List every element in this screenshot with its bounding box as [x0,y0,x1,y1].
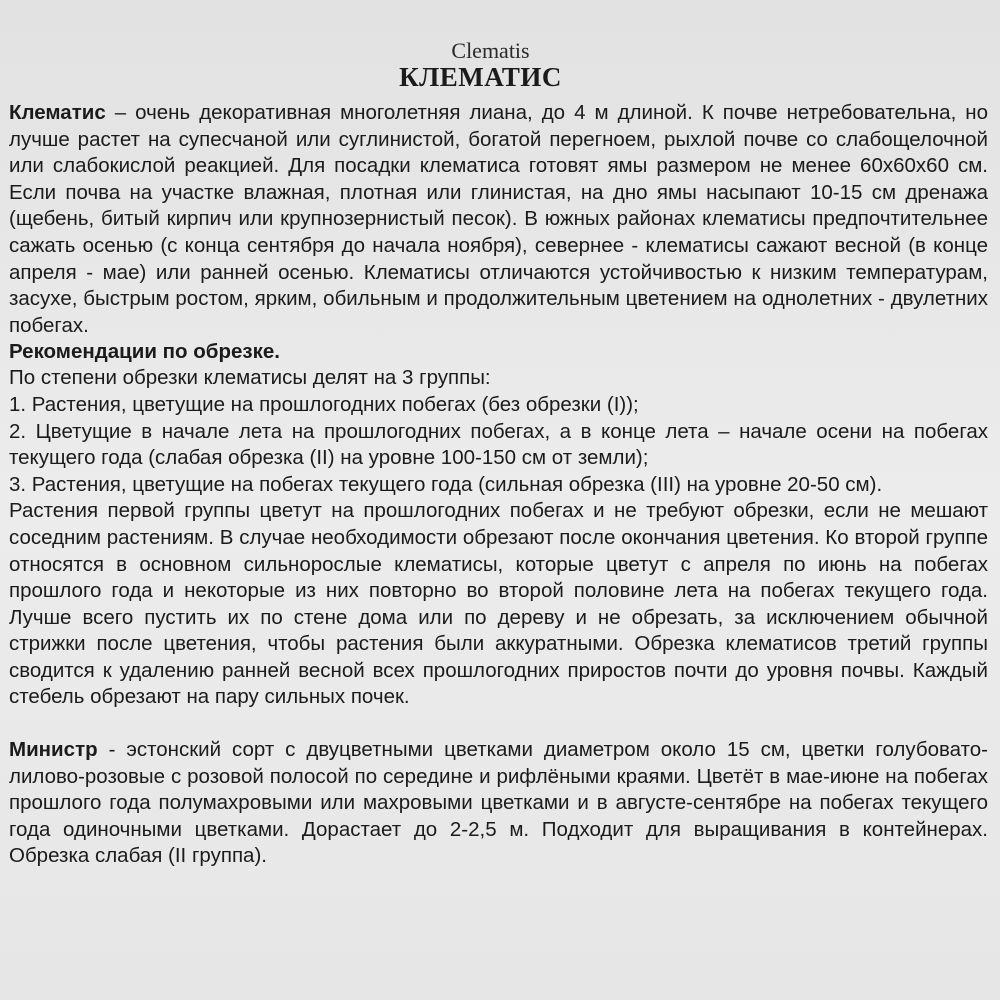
title-latin: Clematis [451,38,530,63]
pruning-group-2: 2. Цветущие в начале лета на прошлогодних побегах, а в конце лета – начале осени на побегах текущего года (слабая обрезка (II) на уровне 100-150 см от земли); [9,419,988,470]
pruning-paragraph: Растения первой группы цветут на прошлогодних побегах и не требуют обрезки, если не мешают соседним растениям. В случае необходимости обрезают после окончания цветения. Ко второй группе относятся в основном сильнорослые клематисы, которые цветут с апреля по июнь на побегах прошлого года и некоторые из них повторно во второй половине лета на побегах текущего года. Лучше всего пустить их по стене дома или по дереву и не обрезать, за исключением обычной стрижки после цветения, чтобы растения были аккуратными. Обрезка клематисов третий группы сводится к удалению ранней весной всех прошлогодних приростов почти до уровня почвы. Каждый стебель обрезают на пару сильных почек. [9,499,988,709]
variety-text: - эстонский сорт с двуцветными цветками диаметром около 15 см, цветки голубовато-лилово-розовые с розовой полосой по середине и рифлёными краями. Цветёт в мае-июне на побегах прошлого года полумахровыми или махровыми цветками и в августе-сентябре на побегах текущего года одиночными цветками. Дорастает до 2-2,5 м. Подходит для выращивания в контейнерах. Обрезка слабая (II группа). [9,738,988,868]
variety-name: Министр [9,738,98,762]
pruning-group-3: 3. Растения, цветущие на побегах текущего года (сильная обрезка (III) на уровне 20-50 см). [9,472,883,496]
intro-text: – очень декоративная многолетняя лиана, до 4 м длиной. К почве нетребовательна, но лучше растет на супесчаной или суглинистой, богатой перегноем, рыхлой почве со слабощелочной или слабокислой реакцией. Для посадки клематиса готовят ямы размером не менее 60х60х60 см. Если почва на участке влажная, плотная или глинистая, на дно ямы насыпают 10-15 см дренажа (щебень, битый кирпич или крупнозернистый песок). В южных районах клематисы предпочтительнее сажать осенью (с конца сентября до начала ноября), севернее - клематисы сажают весной (в конце апреля - мае) или ранней осенью. Клематисы отличаются устойчивостью к низким температурам, засухе, быстрым ростом, ярким, обильным и продолжительным цветением на однолетних - двулетних побегах. [9,101,988,337]
title-main: КЛЕМАТИС [399,62,562,92]
pruning-group-1: 1. Растения, цветущие на прошлогодних побегах (без обрезки (I)); [9,392,639,416]
section-spacer [9,711,988,737]
pruning-heading: Рекомендации по обрезке. [9,340,280,364]
pruning-lead: По степени обрезки клематисы делят на 3 группы: [9,366,491,390]
intro-paragraph [9,100,988,339]
intro-term: Клематис [9,101,106,124]
variety-paragraph [9,737,988,870]
